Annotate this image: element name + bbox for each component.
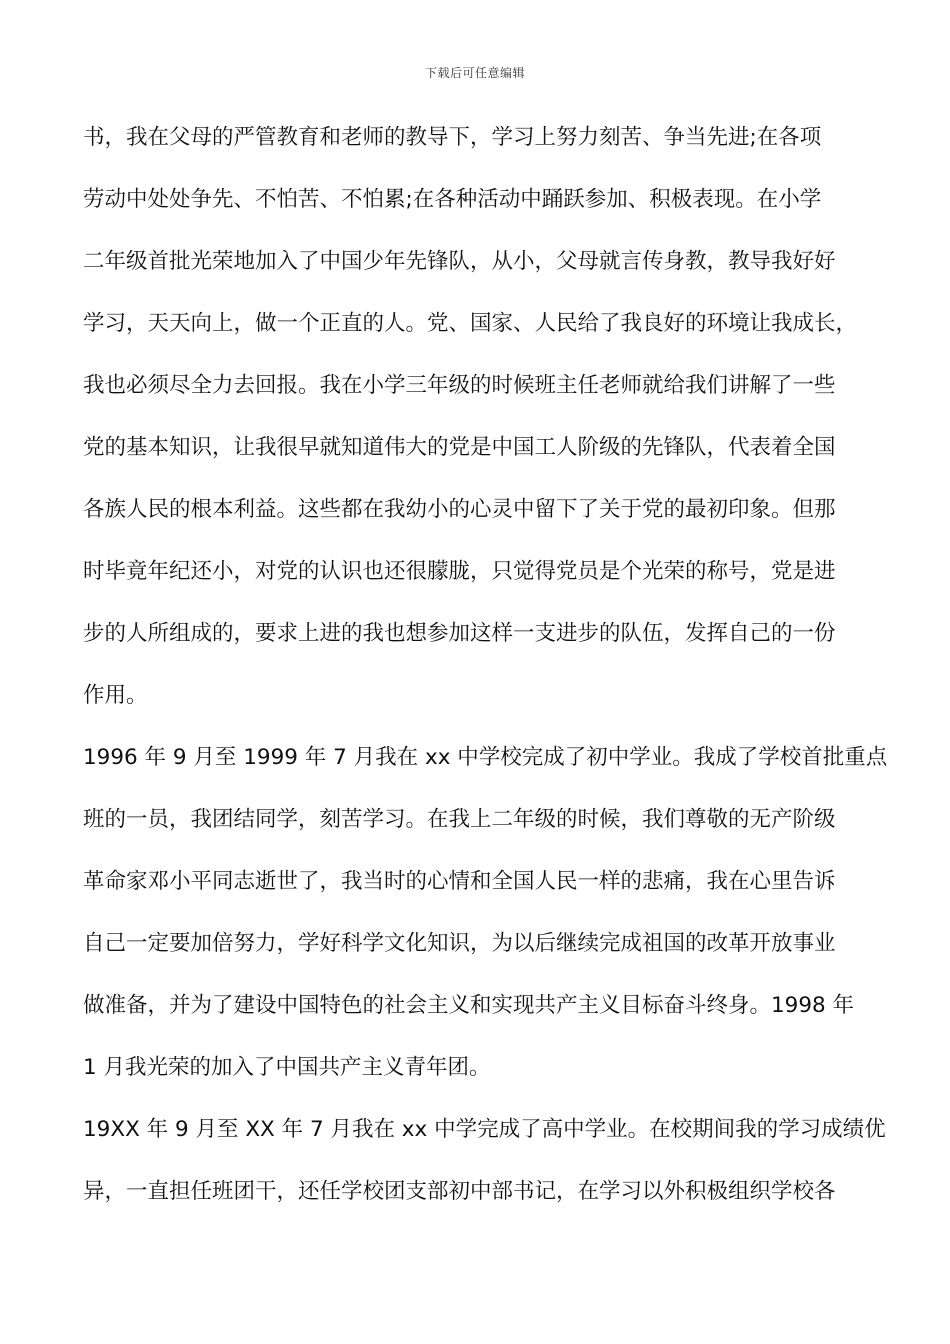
text-line-3: 二年级首批光荣地加入了中国少年先锋队，从小，父母就言传身教，教导我好好 (83, 249, 836, 274)
text-line-2: 劳动中处处争先、不怕苦、不怕累;在各种活动中踊跃参加、积极表现。在小学 (83, 187, 822, 212)
text-line-17: 19XX 年 9 月至 XX 年 7 月我在 xx 中学完成了高中学业。在校期间我的学习成绩优 (83, 1117, 886, 1142)
text-line-14: 自己一定要加倍努力，学好科学文化知识，为以后继续完成祖国的改革开放事业 (83, 931, 836, 956)
text-line-15: 做准备，并为了建设中国特色的社会主义和实现共产主义目标奋斗终身。1998 年 (83, 993, 855, 1018)
document-body (83, 115, 888, 1231)
page-header: 下载后可任意编辑 (424, 66, 525, 80)
text-line-6: 党的基本知识，让我很早就知道伟大的党是中国工人阶级的先锋队，代表着全国 (83, 435, 836, 460)
text-line-16: 1 月我光荣的加入了中国共产主义青年团。 (83, 1055, 491, 1080)
text-line-7: 各族人民的根本利益。这些都在我幼小的心灵中留下了关于党的最初印象。但那 (83, 497, 836, 522)
text-line-10: 作用。 (83, 683, 148, 708)
text-line-4: 学习，天天向上，做一个正直的人。党、国家、人民给了我良好的环境让我成长， (83, 311, 858, 336)
text-line-8: 时毕竟年纪还小，对党的认识也还很朦胧，只觉得党员是个光荣的称号，党是进 (83, 559, 836, 584)
text-line-13: 革命家邓小平同志逝世了，我当时的心情和全国人民一样的悲痛，我在心里告诉 (83, 869, 836, 894)
text-line-12: 班的一员，我团结同学，刻苦学习。在我上二年级的时候，我们尊敬的无产阶级 (83, 807, 836, 832)
text-line-11: 1996 年 9 月至 1999 年 7 月我在 xx 中学校完成了初中学业。我成了学校首批重点 (83, 745, 888, 770)
text-line-5: 我也必须尽全力去回报。我在小学三年级的时候班主任老师就给我们讲解了一些 (83, 373, 836, 398)
text-line-1: 书，我在父母的严管教育和老师的教导下，学习上努力刻苦、争当先进;在各项 (83, 125, 822, 150)
text-line-18: 异，一直担任班团干，还任学校团支部初中部书记，在学习以外积极组织学校各 (83, 1179, 836, 1204)
text-line-9: 步的人所组成的，要求上进的我也想参加这样一支进步的队伍，发挥自己的一份 (83, 621, 836, 646)
